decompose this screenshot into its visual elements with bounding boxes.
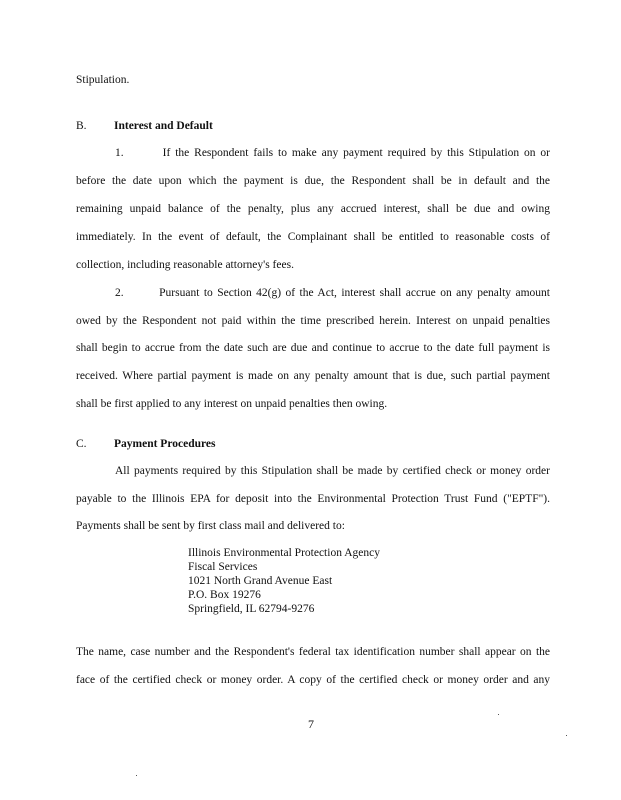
scan-speck: [566, 735, 567, 736]
address-line-street: 1021 North Grand Avenue East: [188, 575, 333, 587]
section-c-para1-line: payable to the Illinois EPA for deposit into the Environmental Protection Trust Fund ("EPTF").: [76, 493, 550, 505]
scan-speck: [136, 775, 137, 776]
section-b-title: Interest and Default: [114, 120, 213, 132]
page-number: 7: [308, 717, 314, 731]
section-b-para2-line: owed by the Respondent not paid within the time prescribed herein. Interest on unpaid penalties: [76, 315, 550, 327]
section-b-para2-line: received. Where partial payment is made on any penalty amount that is due, such partial payment: [76, 370, 550, 382]
section-c-para1-line: Payments shall be sent by first class mail and delivered to:: [76, 520, 345, 532]
section-c-para2-line: face of the certified check or money order. A copy of the certified check or money order and any: [76, 674, 550, 686]
section-b-para1-line: immediately. In the event of default, the Complainant shall be entitled to reasonable costs of: [76, 231, 550, 243]
section-b-para1-line: remaining unpaid balance of the penalty, plus any accrued interest, shall be due and owing: [76, 203, 550, 215]
section-b-para1-line: 1. If the Respondent fails to make any payment required by this Stipulation on or: [115, 147, 550, 159]
address-line-city: Springfield, IL 62794-9276: [188, 603, 315, 615]
section-b-para2-line: 2. Pursuant to Section 42(g) of the Act, interest shall accrue on any penalty amount: [115, 287, 550, 299]
section-c-title: Payment Procedures: [114, 438, 216, 450]
section-c-para1-line: All payments required by this Stipulation shall be made by certified check or money order: [115, 465, 550, 477]
intro-line: Stipulation.: [76, 74, 130, 86]
address-line-po-box: P.O. Box 19276: [188, 589, 261, 601]
section-c-para2-line: The name, case number and the Respondent's federal tax identification number shall appear on the: [76, 646, 550, 658]
section-b-para1-line: collection, including reasonable attorney's fees.: [76, 259, 294, 271]
section-b-para2-line: shall begin to accrue from the date such are due and continue to accrue to the date full payment is: [76, 342, 550, 354]
address-line-department: Fiscal Services: [188, 561, 258, 573]
section-b-para1-line: before the date upon which the payment is due, the Respondent shall be in default and the: [76, 175, 550, 187]
section-b-para2-line: shall be first applied to any interest on unpaid penalties then owing.: [76, 398, 388, 410]
section-c-letter: C.: [76, 438, 87, 450]
section-b-letter: B.: [76, 120, 87, 132]
scan-speck: [498, 714, 499, 715]
address-line-agency: Illinois Environmental Protection Agency: [188, 547, 380, 559]
